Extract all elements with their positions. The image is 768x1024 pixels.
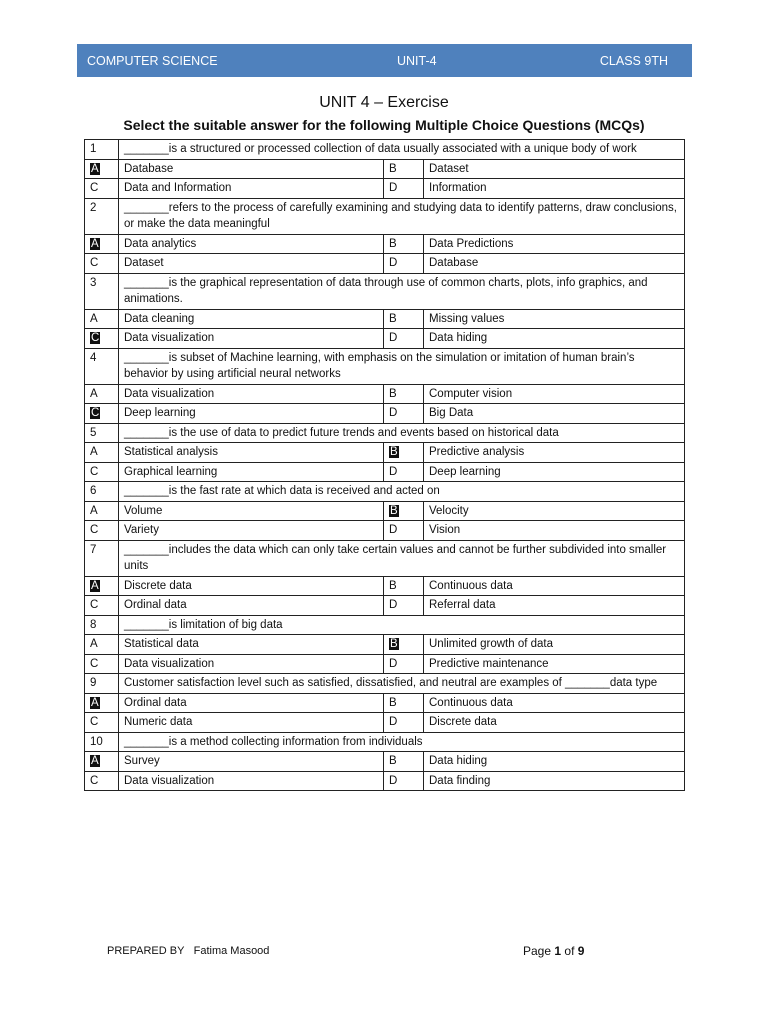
option-text: Data hiding	[424, 329, 685, 349]
option-text: Unlimited growth of data	[424, 635, 685, 655]
option-row	[85, 234, 685, 254]
question-row	[85, 540, 685, 576]
option-text: Database	[119, 159, 384, 179]
option-text: Data cleaning	[119, 309, 384, 329]
option-text: Big Data	[424, 404, 685, 424]
option-row	[85, 713, 685, 733]
prepared-by-label: PREPARED BY	[107, 945, 185, 957]
option-row	[85, 159, 685, 179]
option-row	[85, 654, 685, 674]
answer-marker: A	[91, 162, 99, 175]
question-row	[85, 615, 685, 635]
option-row	[85, 329, 685, 349]
footer-prepared-by	[107, 945, 269, 957]
question-text: _______is limitation of big data	[119, 615, 685, 635]
option-row	[85, 635, 685, 655]
option-text: Computer vision	[424, 384, 685, 404]
option-letter: D	[384, 404, 424, 424]
option-letter: C	[85, 179, 119, 199]
question-row	[85, 348, 685, 384]
option-text: Numeric data	[119, 713, 384, 733]
option-letter	[85, 234, 119, 254]
option-text: Ordinal data	[119, 693, 384, 713]
option-letter: A	[85, 309, 119, 329]
option-text: Discrete data	[119, 576, 384, 596]
option-letter: B	[384, 234, 424, 254]
option-text: Deep learning	[119, 404, 384, 424]
option-text: Predictive maintenance	[424, 654, 685, 674]
option-text: Ordinal data	[119, 596, 384, 616]
option-letter: C	[85, 254, 119, 274]
option-text: Referral data	[424, 596, 685, 616]
option-letter	[85, 329, 119, 349]
option-letter: C	[85, 462, 119, 482]
option-text: Deep learning	[424, 462, 685, 482]
option-row	[85, 384, 685, 404]
option-text: Data visualization	[119, 329, 384, 349]
option-text: Graphical learning	[119, 462, 384, 482]
question-number: 2	[85, 198, 119, 234]
option-letter	[85, 404, 119, 424]
answer-marker: A	[91, 237, 99, 250]
question-number: 4	[85, 348, 119, 384]
option-text: Dataset	[119, 254, 384, 274]
option-text: Survey	[119, 752, 384, 772]
option-letter: C	[85, 771, 119, 791]
answer-marker: A	[91, 755, 99, 767]
option-text: Statistical data	[119, 635, 384, 655]
question-text: _______refers to the process of carefully examining and studying data to identify patterns, draw conclusions, or make the data meaningful	[119, 198, 685, 234]
question-text: _______is a method collecting information from individuals	[119, 732, 685, 752]
option-letter: A	[85, 443, 119, 463]
option-text: Discrete data	[424, 713, 685, 733]
question-number: 9	[85, 674, 119, 694]
option-letter: D	[384, 654, 424, 674]
option-letter	[85, 576, 119, 596]
page-subtitle: Select the suitable answer for the following Multiple Choice Questions (MCQs)	[123, 117, 645, 133]
option-text: Data visualization	[119, 384, 384, 404]
option-letter: D	[384, 596, 424, 616]
question-row	[85, 732, 685, 752]
question-number: 1	[85, 140, 119, 160]
option-letter: C	[85, 521, 119, 541]
header-class: CLASS 9TH	[599, 54, 668, 68]
question-number: 5	[85, 423, 119, 443]
option-text: Data and Information	[119, 179, 384, 199]
question-number: 7	[85, 540, 119, 576]
page-current: 1	[554, 944, 562, 958]
answer-marker: B	[390, 446, 398, 458]
option-row	[85, 752, 685, 772]
question-row	[85, 674, 685, 694]
option-letter	[85, 752, 119, 772]
option-text: Information	[424, 179, 685, 199]
question-text: _______is the graphical representation of data through use of common charts, plots, info graphics, and animations.	[119, 273, 685, 309]
page-header-bar	[77, 44, 692, 77]
answer-marker: B	[390, 638, 398, 650]
option-letter	[384, 635, 424, 655]
option-letter: B	[384, 309, 424, 329]
option-text: Data Predictions	[424, 234, 685, 254]
question-row	[85, 198, 685, 234]
option-row	[85, 309, 685, 329]
option-text: Dataset	[424, 159, 685, 179]
option-letter: B	[384, 576, 424, 596]
answer-marker: C	[91, 332, 100, 344]
option-letter: A	[85, 635, 119, 655]
option-row	[85, 596, 685, 616]
question-row	[85, 140, 685, 160]
option-text: Data analytics	[119, 234, 384, 254]
page-total: 9	[577, 944, 585, 958]
option-text: Data finding	[424, 771, 685, 791]
option-letter: C	[85, 713, 119, 733]
question-row	[85, 273, 685, 309]
option-letter: B	[384, 752, 424, 772]
option-row	[85, 462, 685, 482]
option-text: Statistical analysis	[119, 443, 384, 463]
answer-marker: A	[91, 579, 99, 592]
option-letter: D	[384, 179, 424, 199]
option-text: Missing values	[424, 309, 685, 329]
option-letter: D	[384, 713, 424, 733]
option-letter: D	[384, 254, 424, 274]
answer-marker: B	[390, 504, 398, 517]
option-letter: D	[384, 521, 424, 541]
question-text: Customer satisfaction level such as satisfied, dissatisfied, and neutral are examples of _______data type	[119, 674, 685, 694]
option-row	[85, 404, 685, 424]
option-text: Data visualization	[119, 654, 384, 674]
option-letter: D	[384, 771, 424, 791]
option-text: Continuous data	[424, 576, 685, 596]
option-letter	[85, 159, 119, 179]
option-text: Velocity	[424, 501, 685, 521]
option-row	[85, 501, 685, 521]
question-text: _______includes the data which can only take certain values and cannot be further subdivided into smaller units	[119, 540, 685, 576]
page-of: of	[564, 944, 575, 958]
option-letter: B	[384, 159, 424, 179]
option-letter	[384, 443, 424, 463]
option-letter	[85, 693, 119, 713]
answer-marker: A	[91, 696, 99, 709]
option-letter: D	[384, 462, 424, 482]
question-row	[85, 423, 685, 443]
option-row	[85, 179, 685, 199]
header-unit: UNIT-4	[397, 54, 437, 68]
option-text: Database	[424, 254, 685, 274]
option-letter	[384, 501, 424, 521]
option-row	[85, 254, 685, 274]
question-text: _______is a structured or processed collection of data usually associated with a unique body of work	[119, 140, 685, 160]
page-label: Page	[523, 944, 552, 958]
option-row	[85, 576, 685, 596]
question-row	[85, 482, 685, 502]
option-text: Variety	[119, 521, 384, 541]
answer-marker: C	[91, 407, 100, 419]
mcq-table	[84, 139, 685, 791]
header-subject: COMPUTER SCIENCE	[87, 54, 218, 68]
option-text: Vision	[424, 521, 685, 541]
question-text: _______is the fast rate at which data is received and acted on	[119, 482, 685, 502]
option-text: Volume	[119, 501, 384, 521]
footer-page-number	[523, 944, 584, 958]
option-row	[85, 443, 685, 463]
question-number: 10	[85, 732, 119, 752]
option-text: Predictive analysis	[424, 443, 685, 463]
question-text: _______is the use of data to predict future trends and events based on historical data	[119, 423, 685, 443]
option-letter: A	[85, 384, 119, 404]
option-row	[85, 521, 685, 541]
option-text: Data hiding	[424, 752, 685, 772]
option-letter: B	[384, 693, 424, 713]
option-text: Data visualization	[119, 771, 384, 791]
option-text: Continuous data	[424, 693, 685, 713]
option-row	[85, 693, 685, 713]
question-number: 8	[85, 615, 119, 635]
question-number: 6	[85, 482, 119, 502]
option-row	[85, 771, 685, 791]
option-letter: A	[85, 501, 119, 521]
option-letter: D	[384, 329, 424, 349]
author-name: Fatima Masood	[193, 945, 270, 957]
page-title: UNIT 4 – Exercise	[319, 94, 449, 111]
option-letter: C	[85, 596, 119, 616]
question-number: 3	[85, 273, 119, 309]
option-letter: C	[85, 654, 119, 674]
option-letter: B	[384, 384, 424, 404]
question-text: _______is subset of Machine learning, with emphasis on the simulation or imitation of human brain’s behavior by using artificial neural networks	[119, 348, 685, 384]
